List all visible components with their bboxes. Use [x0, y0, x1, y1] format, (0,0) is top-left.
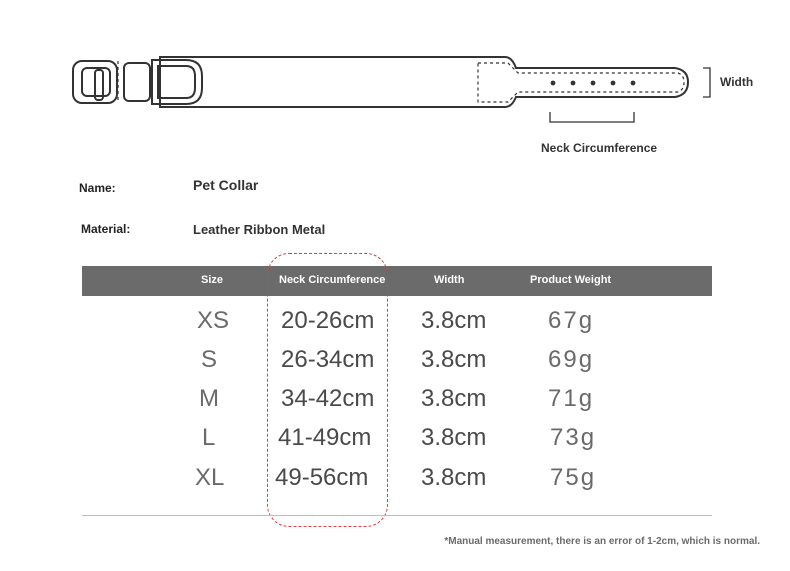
table-row [0, 464, 790, 500]
hole [591, 81, 596, 86]
neck-circumference-label: Neck Circumference [541, 141, 658, 155]
table-row [0, 346, 790, 382]
weight-cell: 67g [548, 307, 595, 334]
hole [631, 81, 636, 86]
size-cell: S [201, 346, 218, 373]
hole [551, 81, 556, 86]
collar-diagram [0, 0, 790, 171]
neck-bracket [550, 112, 634, 122]
width-cell: 3.8cm [421, 424, 487, 451]
neck-cell: 26-34cm [281, 346, 375, 373]
width-cell: 3.8cm [421, 385, 487, 412]
size-cell: M [199, 385, 219, 412]
size-cell: XS [197, 307, 230, 334]
size-cell: L [202, 424, 216, 451]
width-cell: 3.8cm [421, 346, 487, 373]
hole [611, 81, 616, 86]
width-bracket [703, 68, 710, 97]
neck-cell: 41-49cm [278, 424, 372, 451]
weight-cell: 75g [550, 464, 597, 491]
header-width: Width [434, 274, 465, 286]
header-product-weight: Product Weight [530, 274, 612, 286]
header-size: Size [201, 274, 224, 286]
width-cell: 3.8cm [421, 464, 487, 491]
width-cell: 3.8cm [421, 307, 487, 334]
collar-strap [160, 57, 688, 107]
keeper-loop [124, 63, 150, 101]
weight-cell: 73g [550, 424, 597, 451]
neck-cell: 49-56cm [275, 464, 369, 491]
neck-column-highlight [267, 253, 388, 527]
bottom-divider [82, 515, 712, 516]
name-value: Pet Collar [193, 177, 259, 193]
table-row [0, 424, 790, 460]
hole [571, 81, 576, 86]
header-neck-circumference: Neck Circumference [279, 274, 386, 286]
weight-cell: 71g [548, 385, 595, 412]
size-cell: XL [195, 464, 225, 491]
neck-cell: 20-26cm [281, 307, 375, 334]
table-row [0, 385, 790, 421]
table-header [82, 266, 712, 296]
name-key: Name: [79, 181, 116, 195]
table-row [0, 307, 790, 343]
material-value: Leather Ribbon Metal [193, 222, 326, 237]
width-label: Width [720, 75, 754, 89]
neck-cell: 34-42cm [281, 385, 375, 412]
material-key: Material: [81, 222, 131, 236]
weight-cell: 69g [548, 346, 595, 373]
footnote: *Manual measurement, there is an error of 1-2cm, which is normal. [444, 536, 760, 547]
